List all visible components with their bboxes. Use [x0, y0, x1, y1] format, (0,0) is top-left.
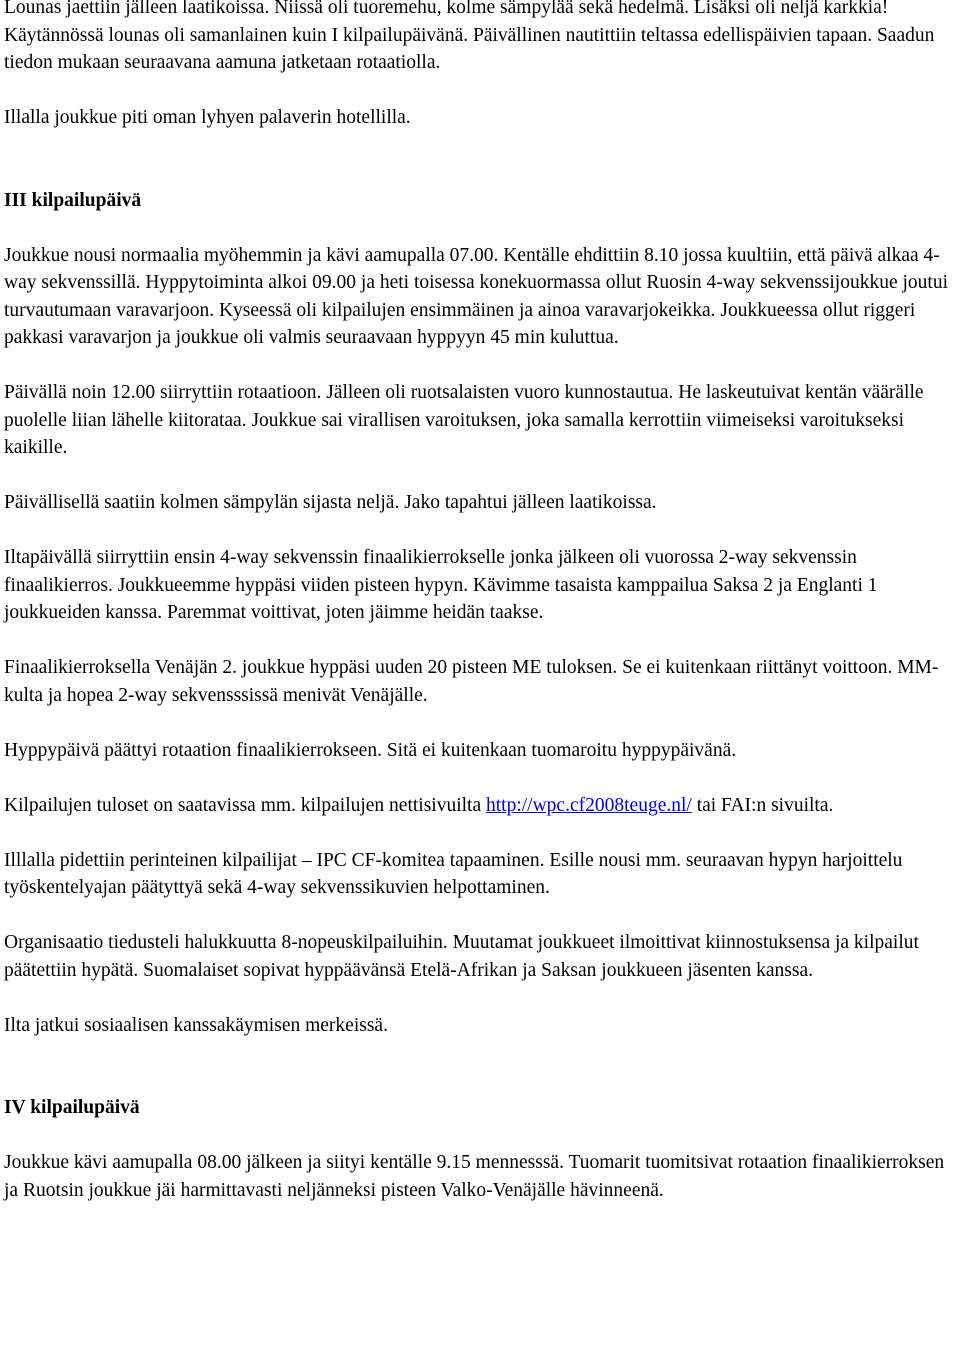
paragraph-8-speed: Organisaatio tiedusteli halukkuutta 8-nopeuskilpailuihin. Muutamat joukkueet ilmoittivat kiinnostuksensa ja kilpailut päätettiin hypätä. Suomalaiset sopivat hyppäävänsä Etelä-Afrikan ja Saksan joukkueen jäsenten kanssa. — [4, 932, 919, 981]
paragraph-lunch: Lounas jaettiin jälleen laatikoissa. Niissä oli tuoremehu, kolme sämpylää sekä hedelmä. Lisäksi oli neljä karkkia! Käytännössä lounas oli samanlainen kuin I kilpailupäivänä. Päivällinen nautittiin teltassa edellispäivien tapaan. Saadun tiedon mukaan seuraavana aamuna jatketaan rotaatiolla. — [4, 0, 935, 73]
document-page — [4, 0, 958, 1232]
results-text-before: Kilpailujen tuloset on saatavissa mm. kilpailujen nettisivuilta — [4, 794, 487, 816]
paragraph-ipc-meeting: Illlalla pidettiin perinteinen kilpailijat – IPC CF-komitea tapaaminen. Esille nousi mm. seuraavan hypyn harjoittelu työskentelyajan päätyttyä sekä 4-way sekvenssikuvien helpottaminen. — [4, 849, 903, 898]
section-heading-day4: IV kilpailupäivä — [4, 1097, 140, 1118]
paragraph-day3-afternoon: Iltapäivällä siirryttiin ensin 4-way sekvenssin finaalikierrokselle jonka jälkeen oli vuorossa 2-way sekvenssin finaalikierros. Joukkueemme hyppäsi viiden pisteen hypyn. Kävimme tasaista kamppailua Saksa 2 ja Englanti 1 joukkueiden kanssa. Paremmat voittivat, joten jäimme heidän taakse. — [4, 547, 878, 623]
results-website-link[interactable]: http://wpc.cf2008teuge.nl/ — [486, 794, 692, 816]
paragraph-day3-end: Hyppypäivä päättyi rotaation finaalikierrokseen. Sitä ei kuitenkaan tuomaroitu hyppypäivänä. — [4, 739, 737, 761]
paragraph-evening-meeting: Illalla joukkue piti oman lyhyen palaverin hotellilla. — [4, 107, 411, 128]
section-heading-day3: III kilpailupäivä — [4, 189, 142, 211]
paragraph-results — [4, 792, 958, 820]
paragraph-day3-rotation: Päivällä noin 12.00 siirryttiin rotaatioon. Jälleen oli ruotsalaisten vuoro kunnostautua. He laskeutuivat kentän väärälle puolelle liian lähelle kiitorataa. Joukkue sai virallisen varoituksen, joka samalla kerrottiin viimeiseksi varoitukseksi kaikille. — [4, 382, 924, 458]
paragraph-day3-morning: Joukkue nousi normaalia myöhemmin ja kävi aamupalla 07.00. Kentälle ehdittiin 8.10 jossa kuultiin, että päivä alkaa 4-way sekvenssillä. Hyppytoiminta alkoi 09.00 ja heti toisessa konekuormassa ollut Ruosin 4-way sekvenssijoukkue joutui turvautumaan varavarjoon. Kyseessä oli kilpailujen ensimmäinen ja ainoa varavarjokeikka. Joukkueessa ollut riggeri pakkasi varavarjon ja joukkue oli valmis seuraavaan hyppyyn 45 min kuluttua. — [4, 244, 949, 348]
paragraph-day3-dinner: Päivällisellä saatiin kolmen sämpylän sijasta neljä. Jako tapahtui jälleen laatikoissa. — [4, 492, 657, 513]
paragraph-day3-final-round: Finaalikierroksella Venäjän 2. joukkue hyppäsi uuden 20 pisteen ME tuloksen. Se ei kuitenkaan riittänyt voittoon. MM-kulta ja hopea 2-way sekvensssissä menivät Venäjälle. — [4, 657, 939, 706]
paragraph-day4-morning: Joukkue kävi aamupalla 08.00 jälkeen ja siityi kentälle 9.15 mennesssä. Tuomarit tuomitsivat rotaation finaalikierroksen ja Ruotsin joukkue jäi harmittavasti neljänneksi pisteen Valko-Venäjälle hävinneenä. — [4, 1152, 945, 1201]
paragraph-social-evening: Ilta jatkui sosiaalisen kanssakäymisen merkeissä. — [4, 1014, 388, 1036]
results-text-after: tai FAI:n sivuilta. — [691, 794, 834, 816]
